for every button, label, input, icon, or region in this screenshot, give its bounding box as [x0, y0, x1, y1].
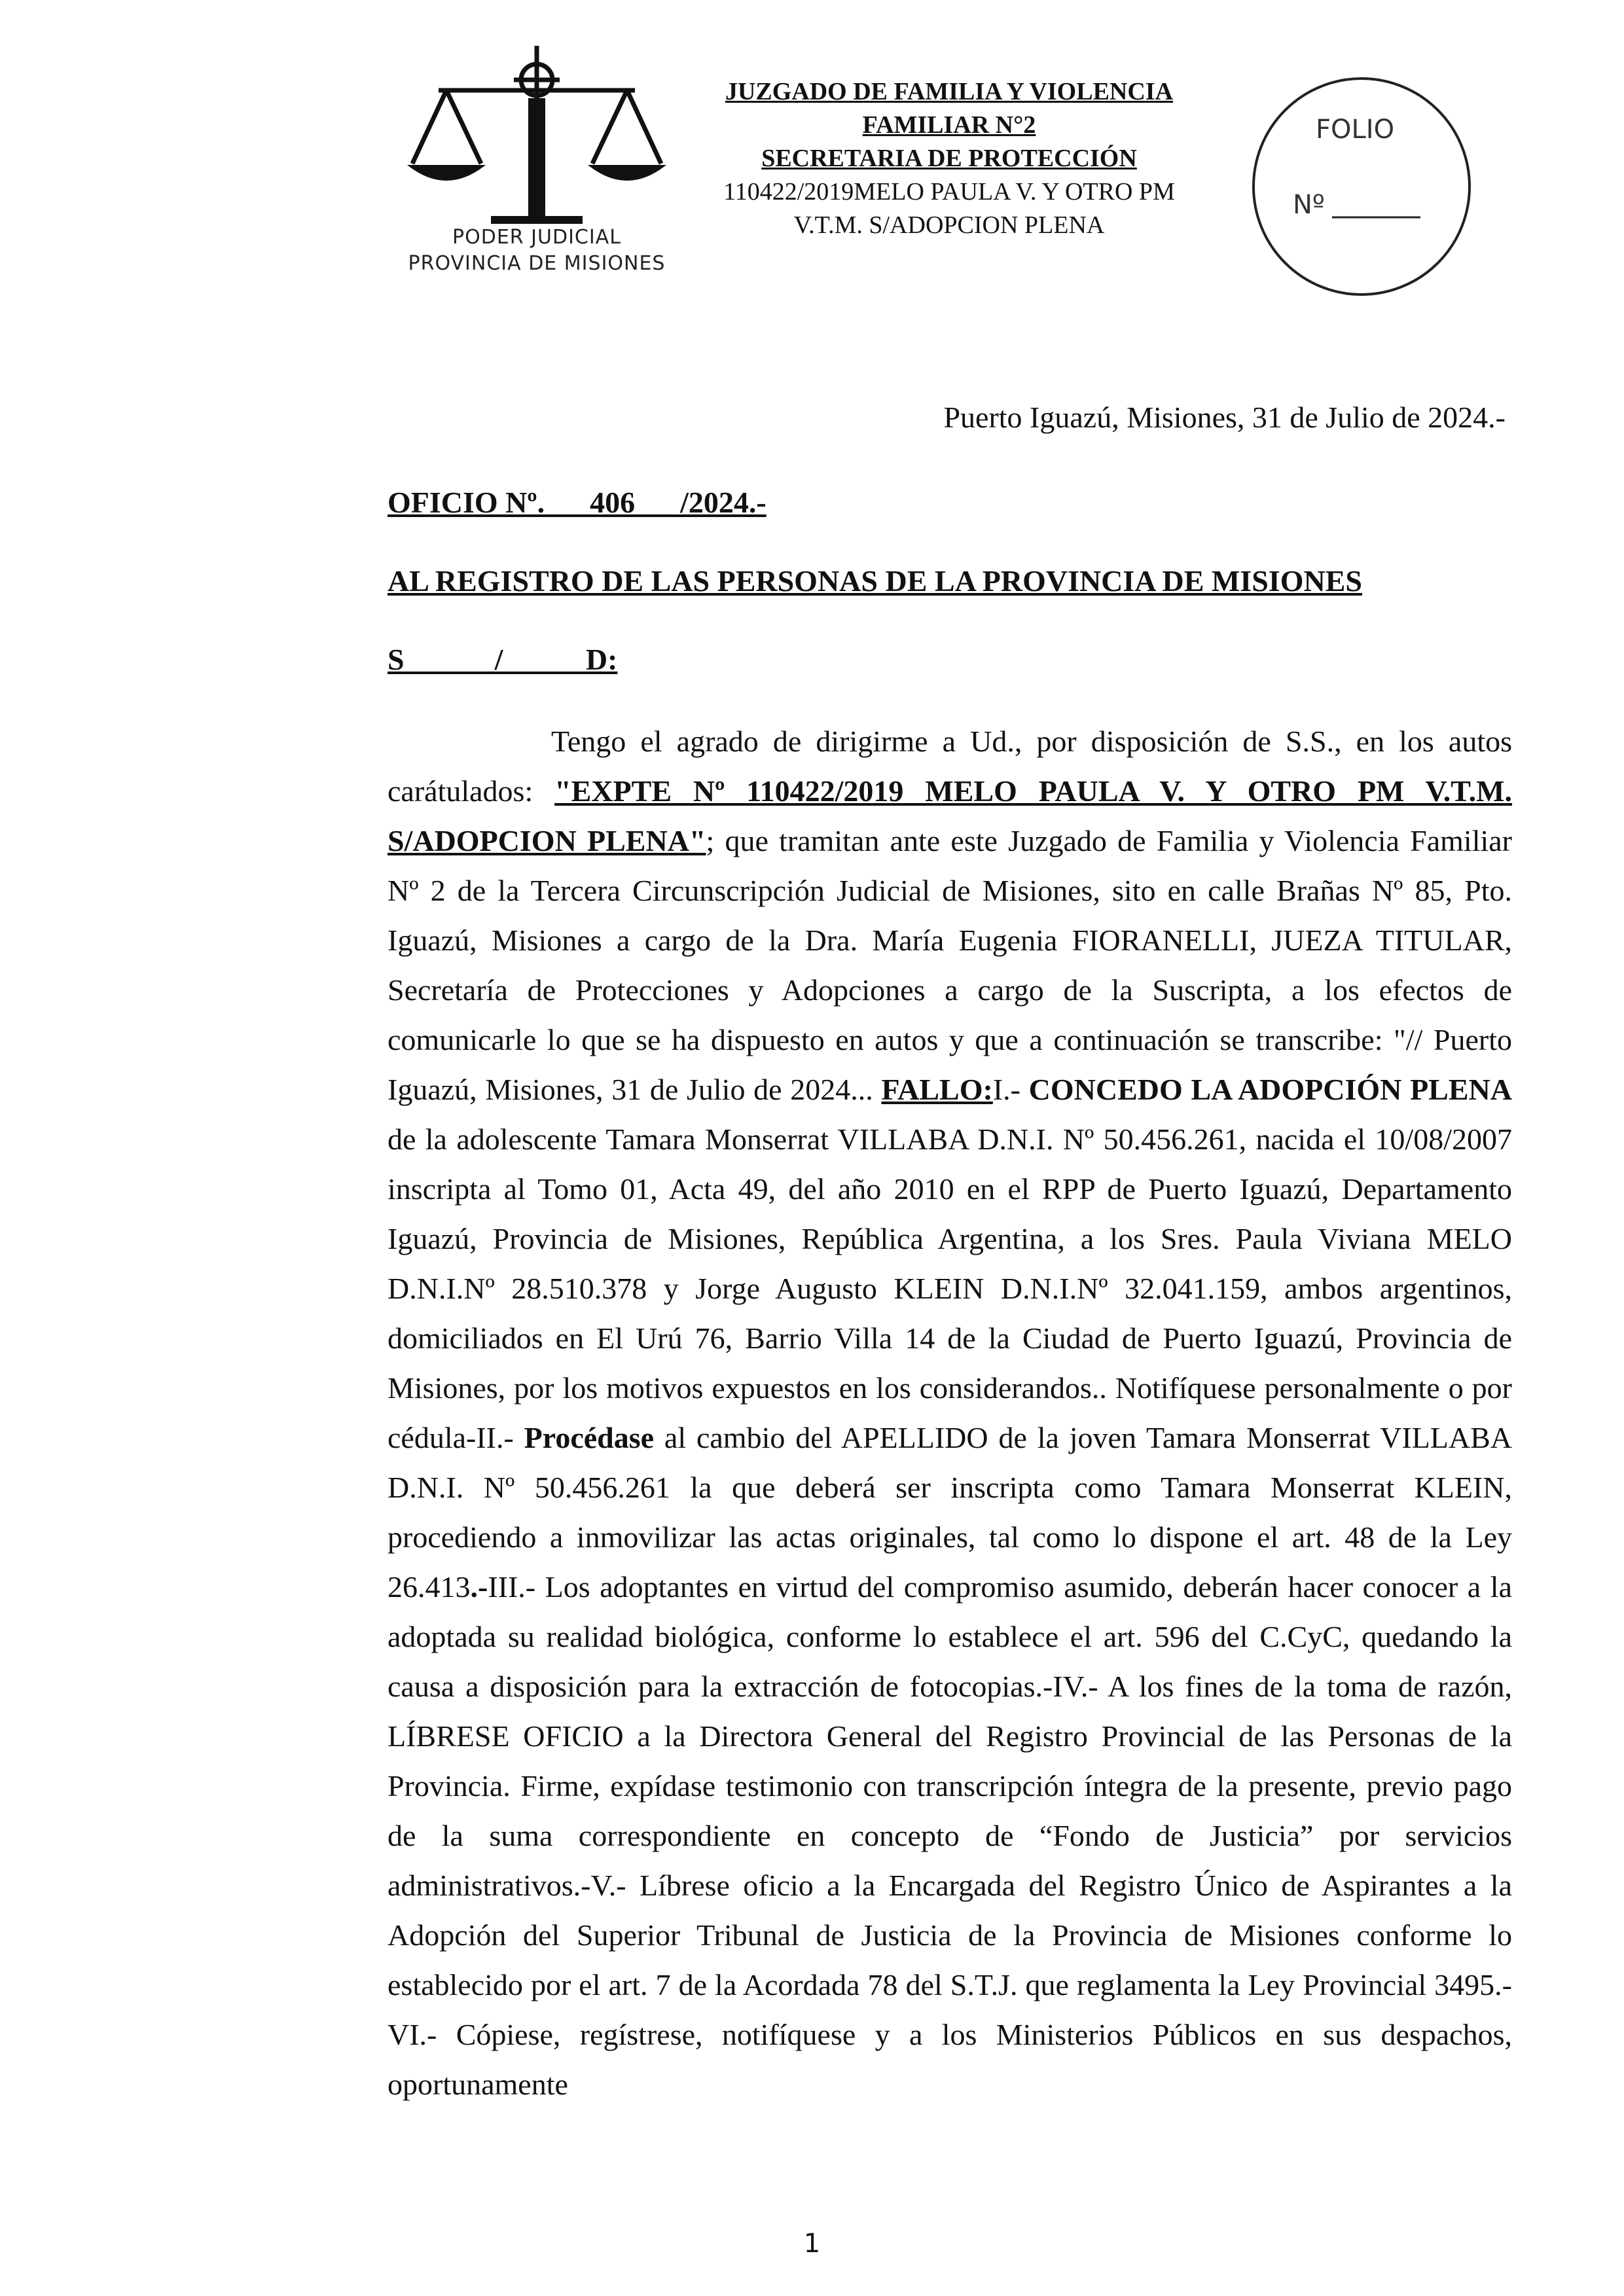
court-name-line-2: FAMILIAR N°2 — [862, 111, 1036, 139]
folio-stamp — [1247, 72, 1476, 301]
concedo-adopcion: CONCEDO LA ADOPCIÓN PLENA — [1028, 1073, 1512, 1106]
letter-body — [388, 717, 1512, 2109]
folio-number-label: Nº — [1293, 190, 1325, 220]
scales-of-justice-icon — [393, 39, 681, 249]
addressee: AL REGISTRO DE LAS PERSONAS DE LA PROVINCIA DE MISIONES — [388, 564, 1362, 598]
secretaria-line: SECRETARIA DE PROTECCIÓN — [761, 145, 1137, 172]
procedase-heading: Procédase — [524, 1421, 655, 1454]
fallo-item-1: de la adolescente Tamara Monserrat VILLABA D.N.I. Nº 50.456.261, nacida el 10/08/2007 inscripta al Tomo 01, Acta 49, del año 2010 en el RPP de Puerto Iguazú, Departamento Iguazú, Provincia de Misiones, República Argentina, a los Sres. Paula Viviana MELO D.N.I.Nº 28.510.378 y Jorge Augusto KLEIN D.N.I.Nº 32.041.159, ambos argentinos, domiciliados en El Urú 76, Barrio Villa 14 de la Ciudad de Puerto Iguazú, Provincia de Misiones, por los motivos expuestos en los considerandos.. Notifíquese personalmente o por cédula-II.- — [388, 1122, 1512, 1454]
document-date: Puerto Iguazú, Misiones, 31 de Julio de 2024.- — [943, 401, 1506, 434]
body-context: ; que tramitan ante este Juzgado de Familia y Violencia Familiar Nº 2 de la Tercera Circunscripción Judicial de Misiones, sito en calle Brañas Nº 85, Pto. Iguazú, Misiones a cargo de la Dra. María Eugenia FIORANELLI, JUEZA TITULAR, Secretaría de Protecciones y Adopciones a cargo de la Suscripta, a los efectos de comunicarle lo que se ha dispuesto en autos y que a continuación se transcribe: "// Puerto Iguazú, Misiones, 31 de Julio de 2024... — [388, 824, 1512, 1106]
case-line-2: V.T.M. S/ADOPCION PLENA — [793, 211, 1105, 239]
court-name-line-1: JUZGADO DE FAMILIA Y VIOLENCIA — [725, 78, 1174, 105]
seal-line-1: PODER JUDICIAL — [452, 226, 621, 249]
judicial-seal-logo — [393, 39, 681, 301]
body-paragraph — [388, 717, 1512, 2109]
body-intro: Tengo el agrado de dirigirme a Ud., por disposición de S.S., en los autos carátulados: — [388, 725, 1512, 808]
fallo-number: I.- — [992, 1073, 1029, 1106]
court-header — [681, 75, 1218, 242]
fallo-items-3-6: III.- Los adoptantes en virtud del compromiso asumido, deberán hacer conocer a la adoptada su realidad biológica, conforme lo establece el art. 596 del C.CyC, quedando la causa a disposición para la extracción de fotocopias.-IV.- A los fines de la toma de razón, LÍBRESE OFICIO a la Directora General del Registro Provincial de las Personas de la Provincia. Firme, expídase testimonio con transcripción íntegra de la presente, previo pago de la suma correspondiente en concepto de “Fondo de Justicia” por servicios administrativos.-V.- Líbrese oficio a la Encargada del Registro Único de Aspirantes a la Adopción del Superior Tribunal de Justicia de la Provincia de Misiones conforme lo establecido por el art. 7 de la Acordada 78 del S.T.J. que reglamenta la Ley Provincial 3495.-VI.- Cópiese, regístrese, notifíquese y a los Ministerios Públicos en sus despachos, oportunamente — [388, 1570, 1512, 2101]
page-number: 1 — [803, 2229, 821, 2259]
case-reference: "EXPTE Nº 110422/2019 MELO PAULA V. Y OTRO PM V.T.M. S/ADOPCION PLENA" — [388, 774, 1512, 857]
seal-line-2: PROVINCIA DE MISIONES — [408, 252, 666, 275]
folio-circle-icon — [1247, 72, 1476, 301]
oficio-number: OFICIO Nº.___406___/2024.- — [388, 486, 767, 519]
fallo-item-2-end: .- — [470, 1570, 488, 1604]
fallo-heading: FALLO: — [881, 1073, 993, 1106]
fallo-item-2: al cambio del APELLIDO de la joven Tamara Monserrat VILLABA D.N.I. Nº 50.456.261 la que deberá ser inscripta como Tamara Monserrat KLEIN, procediendo a inmovilizar las actas originales, tal como lo dispone el art. 48 de la Ley 26.413 — [388, 1421, 1512, 1604]
salutation: S / D: — [388, 643, 618, 676]
case-line-1: 110422/2019MELO PAULA V. Y OTRO PM — [723, 178, 1175, 206]
folio-label: FOLIO — [1316, 115, 1395, 145]
